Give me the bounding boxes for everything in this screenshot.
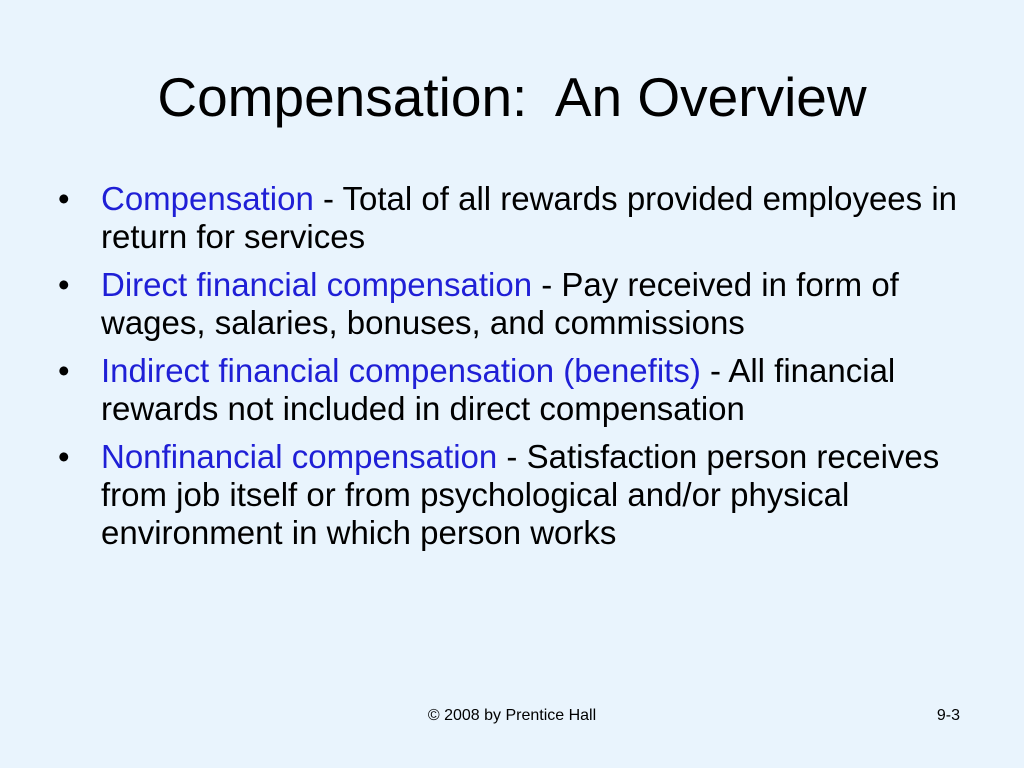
term-indirect-financial: Indirect financial compensation (benefits) [101,352,701,389]
page-number: 9-3 [936,707,960,724]
term-direct-financial: Direct financial compensation [101,266,533,303]
bullet-item-indirect-financial [58,352,978,428]
bullet-item-nonfinancial [58,438,978,552]
footer-copyright: © 2008 by Prentice Hall [427,707,597,724]
definition-direct-financial: - Pay received in form of wages, salaries, bonuses, and commissions [101,266,899,341]
bullet-icon: • [58,180,70,217]
definition-compensation: - Total of all rewards provided employees in return for services [101,180,958,255]
definition-indirect-financial: - All financial rewards not included in direct compensation [101,352,896,427]
term-compensation: Compensation [101,180,314,217]
bullet-list [58,180,978,562]
bullet-icon: • [58,352,70,389]
bullet-item-compensation [58,180,978,256]
term-nonfinancial: Nonfinancial compensation [101,438,498,475]
slide-title: Compensation: An Overview [157,66,867,128]
bullet-icon: • [58,266,70,303]
bullet-item-direct-financial [58,266,978,342]
definition-nonfinancial: - Satisfaction person receives from job itself or from psychological and/or physical environment in which person works [101,438,940,551]
bullet-icon: • [58,438,70,475]
